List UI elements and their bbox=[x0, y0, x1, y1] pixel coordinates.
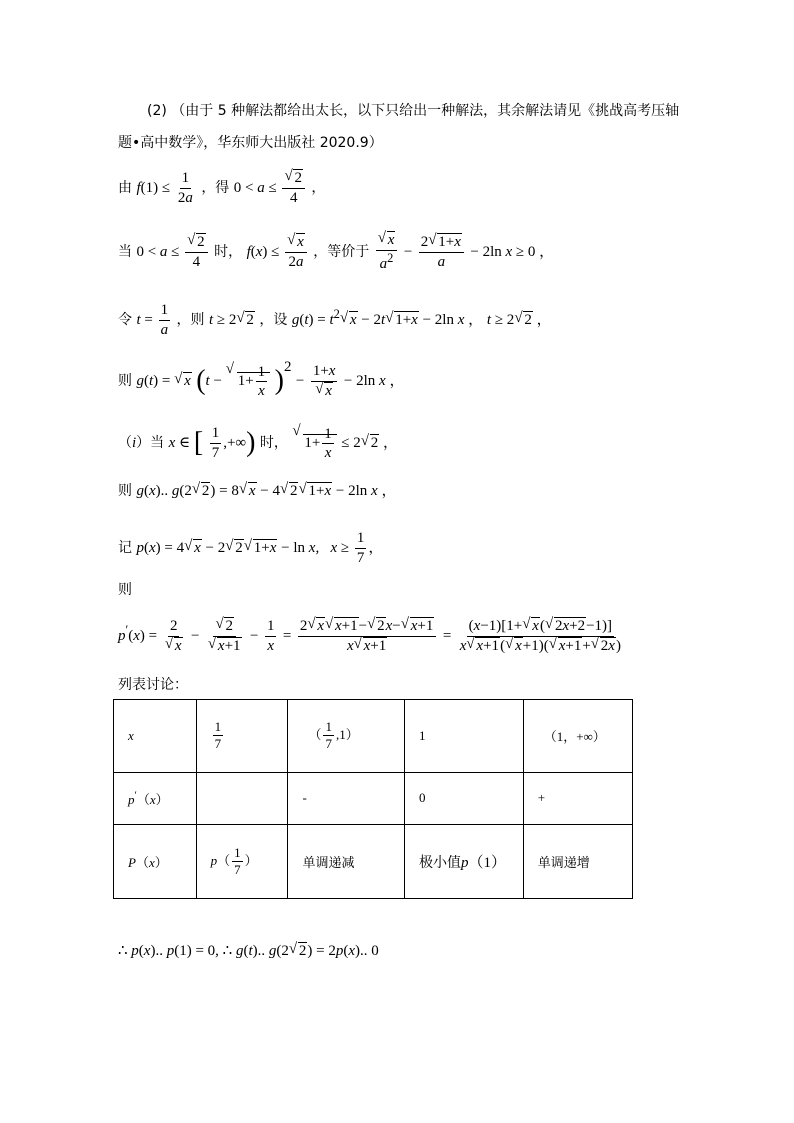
fraction: $\frac{1}{7}$ bbox=[234, 844, 241, 878]
fraction: 2 √ x bbox=[163, 618, 185, 654]
fraction: √ $\frac{2}{4}$ bbox=[185, 234, 208, 270]
table-cell-increasing: 单调递增 bbox=[523, 825, 632, 899]
fraction: √ $\frac{x}{a^2}$ bbox=[376, 232, 398, 272]
table-cell-one: 1 bbox=[405, 700, 524, 773]
fraction: $\frac{1}{7}$ bbox=[211, 425, 220, 461]
fraction: √ $\frac{x}{2a}$ bbox=[285, 234, 307, 270]
table-cell-decreasing: 单调递减 bbox=[288, 825, 405, 899]
equation-line-condition: 由 f(1) ≤ $\frac{1}{2a}$ ，得 0 < a ≤ √ $\frac{2}{4}$ ， bbox=[118, 170, 325, 206]
table-row bbox=[114, 825, 633, 899]
fraction: $\frac{1}{7}$ bbox=[325, 719, 332, 752]
table-cell-p-one-seventh: p（ $\frac{1}{7}$ ） bbox=[196, 825, 288, 899]
fraction: $\frac{(x-1)[1+√ x(√ 2x+2-1)]}{x√ x+1(√ x+1)(√ x+1+√ 2x)}$ bbox=[458, 618, 623, 654]
equation-line-conclusion: ∴ p(x).. p(1) = 0, ∴ g(t).. g(2√ 2) = 2p(x).. 0 bbox=[118, 944, 379, 959]
fraction: $\frac{1}{x}$ bbox=[257, 363, 266, 400]
fraction: $\frac{2√ x√ x+1-√ 2x-√ x+1}{x√ x+1}$ bbox=[298, 618, 437, 654]
fraction: $\frac{1}{x}$ bbox=[324, 425, 332, 462]
table-cell-header-x: x bbox=[114, 700, 197, 773]
fraction: $\frac{1}{7}$ bbox=[356, 530, 365, 566]
paragraph-intro-line1: (2) （由于 5 种解法都给出太长，以下只给出一种解法，其余解法请见《挑战高考压轴 bbox=[147, 103, 680, 119]
table-cell-interval-left: （ $\frac{1}{7}$ ,1） bbox=[288, 700, 405, 773]
fraction: $\frac{1}{7}$ bbox=[214, 719, 222, 752]
equation-line-case-i: （i）当 x ∈ [ $\frac{1}{7}$ ,+∞) 时， √ 1+ $\frac{1}{x}$ ≤ 2√ 2 ， bbox=[118, 425, 398, 462]
equation-line-equivalence: 当 0 < a ≤ √ $\frac{2}{4}$ 时， f(x) ≤ √ $\frac{x}{2a}$ ，等价于 √ $\frac{x}{a^2}$ − $\frac{2√ 1+x}{a}$ − 2ln x ≥ 0 ， bbox=[118, 232, 554, 272]
fraction: 1+x √ x bbox=[311, 363, 338, 399]
table-cell-negative: - bbox=[288, 772, 405, 825]
table-cell-minimum: 极小值p（1） bbox=[405, 825, 524, 899]
table-cell-empty bbox=[196, 772, 288, 825]
paragraph-table-intro: 列表讨论： bbox=[118, 677, 188, 693]
fraction: √ $\frac{2}{4}$ bbox=[282, 170, 305, 206]
fraction: √ 2 √ x+1 bbox=[206, 618, 244, 654]
fraction: $\frac{2√ 1+x}{a}$ bbox=[419, 234, 464, 270]
table-cell-zero: 0 bbox=[405, 772, 524, 825]
paragraph-intro-line2: 题•高中数学》，华东师大出版社 2020.9） bbox=[118, 135, 383, 151]
monotonicity-table bbox=[113, 699, 633, 899]
paragraph-then: 则 bbox=[118, 582, 132, 598]
equation-line-substitution: 令 t = $\frac{1}{a}$ ，则 t ≥ 2√ 2 ，设 $g(t) = t^2√$ x − 2t√ 1+x − 2ln x ， t ≥ 2√ 2 ， bbox=[118, 302, 552, 338]
equation-line-derivative: p′(x) = 2 √ x − √ 2 √ x+1 − $\frac{1}{x}$ = $\frac{2√ x√ x+1-√ 2x-√ x+1}{x√ x+1}$ = $\frac{(x-1)[1+√ x(√ 2x+2-1)]}{x√ x+1(√ x+1)(√ x+1+√ 2x)}$ bbox=[118, 618, 625, 654]
table-cell-interval-right: （1，+∞） bbox=[523, 700, 632, 773]
table-cell-derivative-label: p′（x） bbox=[114, 772, 197, 825]
fraction: $\frac{1}{a}$ bbox=[160, 302, 169, 338]
equation-line-completing-square: 则 g(t) = √ x (t − √ 1+ $\frac{1}{x}$ )$^2$ − 1+x √ x − 2ln x ， bbox=[118, 360, 404, 400]
table-cell-one-seventh bbox=[196, 700, 288, 773]
equation-line-lower-bound: 则 g(x).. g(2√ 2) = 8√ x − 4√ 2√ 1+x − 2ln x ， bbox=[118, 484, 396, 499]
table-cell-positive: + bbox=[523, 772, 632, 825]
equation-line-define-p: 记 p(x) = 4√ x − 2√ 2√ 1+x − ln x, x ≥ $\frac{1}{7}$ ， bbox=[118, 530, 383, 566]
fraction: $\frac{1}{x}$ bbox=[266, 618, 275, 654]
table-cell-function-label: P（x） bbox=[114, 825, 197, 899]
table-row bbox=[114, 700, 633, 773]
fraction: $\frac{1}{2a}$ bbox=[177, 170, 193, 206]
table-row bbox=[114, 772, 633, 825]
